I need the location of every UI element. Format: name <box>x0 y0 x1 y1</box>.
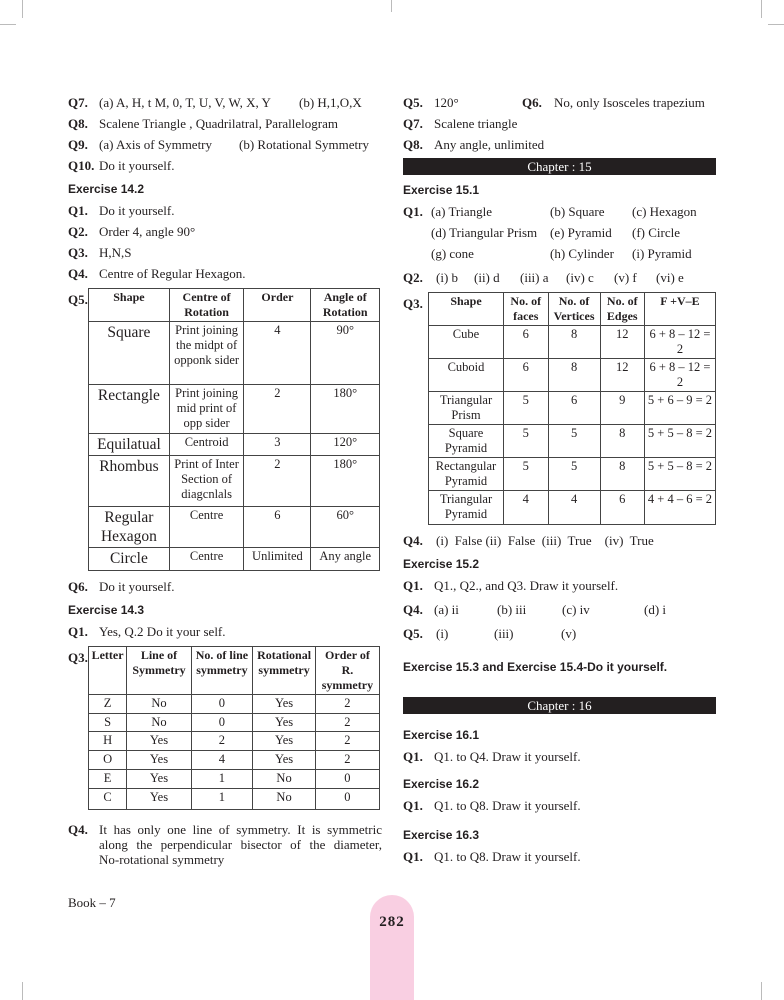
table-cell: E <box>88 770 126 789</box>
column-header: Angle of Rotation <box>311 289 380 322</box>
answer-q3 <box>403 292 716 525</box>
table-cell: Yes <box>253 751 316 770</box>
table-cell: 180° <box>311 456 380 507</box>
table-row <box>429 359 716 392</box>
table-row <box>88 770 379 789</box>
question-label: Q1. <box>403 849 423 864</box>
table-cell: Rectangle <box>89 385 170 434</box>
table-cell: 2 <box>191 732 252 751</box>
column-header: No. of Edges <box>600 293 644 326</box>
table-row <box>89 385 380 434</box>
answer-option: (g) cone <box>431 246 474 261</box>
page-number: 282 <box>379 914 405 930</box>
answer-text: Do it yourself. <box>99 203 175 218</box>
crop-mark <box>0 24 16 25</box>
column-header: No. of faces <box>503 293 548 326</box>
table-cell: 6 + 8 – 12 = 2 <box>644 326 715 359</box>
table-row <box>89 322 380 385</box>
right-column <box>403 95 716 870</box>
answer-text: Do it yourself. <box>99 158 175 173</box>
table-row <box>429 326 716 359</box>
question-label: Q3. <box>403 296 423 311</box>
answer-text: No, only Isosceles trapezium <box>554 95 705 110</box>
answer-q4 <box>403 533 716 549</box>
answer-option: (b) iii <box>497 602 527 617</box>
table-cell: Centroid <box>169 434 244 456</box>
answer-q9 <box>68 137 382 153</box>
rotation-table <box>88 288 380 571</box>
table-cell: 6 <box>600 491 644 525</box>
table-cell: No <box>127 714 191 732</box>
question-label: Q7. <box>403 116 423 131</box>
answer-q5-q6 <box>403 95 716 111</box>
crop-mark <box>391 0 392 12</box>
crop-mark <box>22 982 23 1000</box>
answer-q10 <box>68 158 382 174</box>
answer-q4 <box>403 602 716 618</box>
table-cell: Centre <box>169 548 244 571</box>
question-label: Q5. <box>68 292 88 307</box>
answer-q7 <box>403 116 716 132</box>
column-header: Rotational symmetry <box>253 647 316 695</box>
table-header-row <box>88 647 379 695</box>
answer-q1 <box>403 798 716 814</box>
crop-mark <box>768 24 784 25</box>
question-label: Q4. <box>68 266 88 281</box>
answer-line: It has only one line of symmetry. It is symmetric <box>99 822 382 837</box>
answer-q3 <box>68 646 382 810</box>
exercise-heading: Exercise 15.1 <box>403 183 480 197</box>
table-row <box>429 458 716 491</box>
table-cell: Triangular Prism <box>429 392 504 425</box>
answer-text: Scalene triangle <box>434 116 518 131</box>
answer-text: Q1. to Q4. Draw it yourself. <box>434 749 581 764</box>
table-row <box>88 789 379 810</box>
answer-part-a: (a) A, H, t M, 0, T, U, V, W, X, Y <box>99 95 271 110</box>
table-cell: 2 <box>244 385 311 434</box>
table-cell: Square Pyramid <box>429 425 504 458</box>
table-cell: No <box>253 770 316 789</box>
table-row <box>89 507 380 548</box>
answer-option: (d) Triangular Prism <box>431 225 538 240</box>
exercise-heading: Exercise 16.3 <box>403 828 480 842</box>
answer-q1 <box>403 578 716 594</box>
question-label: Q1. <box>403 798 423 813</box>
table-cell: No <box>253 789 316 810</box>
table-cell: 4 <box>503 491 548 525</box>
table-cell: 2 <box>244 456 311 507</box>
exercise-heading: Exercise 16.2 <box>403 777 480 791</box>
euler-formula-table <box>428 292 716 525</box>
column-header: Line of Symmetry <box>127 647 191 695</box>
answer-option: (v) <box>561 626 577 641</box>
answer-option: (h) Cylinder <box>550 246 614 261</box>
table-cell: 8 <box>548 359 600 392</box>
table-cell: Print joining the midpt of opponk sider <box>169 322 244 385</box>
chapter-banner: Chapter : 15 <box>403 158 716 175</box>
table-cell: 5 + 5 – 8 = 2 <box>644 425 715 458</box>
answer-text: Q1., Q2., and Q3. Draw it yourself. <box>434 578 619 593</box>
answer-text: Any angle, unlimited <box>434 137 545 152</box>
answer-q1 <box>68 624 382 640</box>
table-cell: Regular Hexagon <box>89 507 170 548</box>
crop-mark <box>761 982 762 1000</box>
table-cell: 180° <box>311 385 380 434</box>
answer-option: (c) iv <box>562 602 590 617</box>
table-row <box>88 751 379 770</box>
column-header: Shape <box>429 293 504 326</box>
table-cell: 5 <box>548 425 600 458</box>
table-cell: 5 + 5 – 8 = 2 <box>644 458 715 491</box>
table-cell: 6 <box>503 359 548 392</box>
table-cell: Cube <box>429 326 504 359</box>
question-label: Q4. <box>68 822 88 837</box>
table-cell: 4 <box>191 751 252 770</box>
question-label: Q6. <box>522 95 542 110</box>
book-label: Book – 7 <box>68 895 116 910</box>
table-cell: 2 <box>315 751 379 770</box>
table-cell: 8 <box>600 425 644 458</box>
table-cell: Cuboid <box>429 359 504 392</box>
answer-option: (f) Circle <box>632 225 681 240</box>
table-cell: Yes <box>127 770 191 789</box>
column-header: Letter <box>88 647 126 695</box>
question-label: Q5. <box>403 95 423 110</box>
answer-option: (v) f <box>614 270 637 285</box>
exercise-heading: Exercise 15.3 and Exercise 15.4-Do it yourself. <box>403 660 668 674</box>
answer-option: (iii) <box>494 626 514 641</box>
answer-text: Order 4, angle 90° <box>99 224 196 239</box>
table-cell: 8 <box>548 326 600 359</box>
answer-q2 <box>403 270 716 286</box>
table-cell: O <box>88 751 126 770</box>
question-label: Q1. <box>68 624 88 639</box>
table-cell: 5 <box>548 458 600 491</box>
table-cell: Yes <box>253 732 316 751</box>
answer-q1-cont <box>403 246 716 262</box>
table-cell: H <box>88 732 126 751</box>
question-label: Q1. <box>403 749 423 764</box>
table-row <box>88 714 379 732</box>
table-cell: 0 <box>191 714 252 732</box>
table-cell: Z <box>88 695 126 714</box>
table-row <box>429 392 716 425</box>
answer-option: (c) Hexagon <box>632 204 697 219</box>
answer-q5 <box>68 288 382 571</box>
table-cell: C <box>88 789 126 810</box>
table-cell: 120° <box>311 434 380 456</box>
answer-part-b: (b) H,1,O,X <box>299 95 362 110</box>
table-cell: S <box>88 714 126 732</box>
question-label: Q8. <box>403 137 423 152</box>
table-cell: 5 <box>503 425 548 458</box>
answer-text: H,N,S <box>99 245 132 260</box>
answer-q4 <box>68 266 382 282</box>
answer-q1 <box>68 203 382 219</box>
question-label: Q1. <box>403 578 423 593</box>
table-cell: Yes <box>253 714 316 732</box>
table-row <box>89 456 380 507</box>
table-cell: 12 <box>600 359 644 392</box>
table-cell: Yes <box>253 695 316 714</box>
question-label: Q6. <box>68 579 88 594</box>
column-header: No. of line symmetry <box>191 647 252 695</box>
answer-q8 <box>403 137 716 153</box>
answer-q5 <box>403 626 716 642</box>
table-cell: 0 <box>315 770 379 789</box>
answer-option: (i) <box>436 626 449 641</box>
table-cell: 6 + 8 – 12 = 2 <box>644 359 715 392</box>
answer-q1-cont <box>403 225 716 241</box>
table-cell: Square <box>89 322 170 385</box>
answer-q8 <box>68 116 382 132</box>
answer-q6 <box>68 579 382 595</box>
table-cell: 4 + 4 – 6 = 2 <box>644 491 715 525</box>
table-cell: 6 <box>548 392 600 425</box>
question-label: Q5. <box>403 626 423 641</box>
answer-text: (i) False (ii) False (iii) True (iv) True <box>436 533 654 548</box>
table-cell: 1 <box>191 770 252 789</box>
table-row <box>88 695 379 714</box>
answer-text: Yes, Q.2 Do it your self. <box>99 624 226 639</box>
table-cell: 9 <box>600 392 644 425</box>
answer-text: Scalene Triangle , Quadrilatral, Parallelogram <box>99 116 338 131</box>
answer-option: (e) Pyramid <box>550 225 612 240</box>
table-row <box>429 425 716 458</box>
table-cell: 5 <box>503 392 548 425</box>
table-cell: 90° <box>311 322 380 385</box>
table-cell: 5 + 6 – 9 = 2 <box>644 392 715 425</box>
answer-q1 <box>403 749 716 765</box>
table-cell: 4 <box>548 491 600 525</box>
answer-line: along the perpendicular bisector of the diameter, <box>99 837 382 852</box>
answer-text: Centre of Regular Hexagon. <box>99 266 246 281</box>
column-header: Order <box>244 289 311 322</box>
table-row <box>89 548 380 571</box>
answer-option: (a) ii <box>434 602 459 617</box>
left-column <box>68 95 382 911</box>
table-row <box>88 732 379 751</box>
answer-q7 <box>68 95 382 111</box>
table-cell: 2 <box>315 714 379 732</box>
exercise-heading: Exercise 15.2 <box>403 557 480 571</box>
question-label: Q1. <box>68 203 88 218</box>
column-header: F +V–E <box>644 293 715 326</box>
table-cell: 5 <box>503 458 548 491</box>
crop-mark <box>22 0 23 18</box>
table-cell: Equilatual <box>89 434 170 456</box>
table-cell: Unlimited <box>244 548 311 571</box>
table-cell: 0 <box>191 695 252 714</box>
table-header-row <box>429 293 716 326</box>
question-label: Q7. <box>68 95 88 110</box>
answer-q2 <box>68 224 382 240</box>
answer-option: (a) Triangle <box>431 204 493 219</box>
table-cell: Circle <box>89 548 170 571</box>
answer-part-b: (b) Rotational Symmetry <box>239 137 369 152</box>
question-label: Q10. <box>68 158 95 173</box>
table-cell: 3 <box>244 434 311 456</box>
table-cell: 12 <box>600 326 644 359</box>
table-cell: 1 <box>191 789 252 810</box>
answer-option: (i) b <box>436 270 459 285</box>
page-number-badge <box>370 895 414 1000</box>
question-label: Q1. <box>403 204 423 219</box>
table-cell: Yes <box>127 789 191 810</box>
table-cell: 2 <box>315 732 379 751</box>
answer-q1 <box>403 849 716 865</box>
answer-q4 <box>68 822 382 867</box>
column-header: Shape <box>89 289 170 322</box>
answer-option: (b) Square <box>550 204 605 219</box>
table-cell: 6 <box>503 326 548 359</box>
column-header: Order of R. symmetry <box>315 647 379 695</box>
answer-option: (d) i <box>644 602 667 617</box>
table-cell: Centre <box>169 507 244 548</box>
table-row <box>89 434 380 456</box>
table-cell: 8 <box>600 458 644 491</box>
chapter-banner: Chapter : 16 <box>403 697 716 714</box>
letter-symmetry-table <box>88 646 380 810</box>
question-label: Q2. <box>403 270 423 285</box>
table-cell: Triangular Pyramid <box>429 491 504 525</box>
column-header: No. of Vertices <box>548 293 600 326</box>
table-cell: Rhombus <box>89 456 170 507</box>
answer-option: (vi) e <box>656 270 684 285</box>
exercise-heading: Exercise 14.3 <box>68 603 145 617</box>
answer-q3 <box>68 245 382 261</box>
answer-text: Q1. to Q8. Draw it yourself. <box>434 849 581 864</box>
exercise-heading: Exercise 14.2 <box>68 182 145 196</box>
answer-text: 120° <box>434 95 459 110</box>
exercise-heading: Exercise 16.1 <box>403 728 480 742</box>
answer-option: (iii) a <box>520 270 549 285</box>
answer-text: Q1. to Q8. Draw it yourself. <box>434 798 581 813</box>
table-cell: 4 <box>244 322 311 385</box>
question-label: Q4. <box>403 602 423 617</box>
answer-part-a: (a) Axis of Symmetry <box>99 137 213 152</box>
answer-text: Do it yourself. <box>99 579 175 594</box>
table-cell: No <box>127 695 191 714</box>
table-cell: Print joining mid print of opp sider <box>169 385 244 434</box>
table-cell: 2 <box>315 695 379 714</box>
answer-line: No-rotational symmetry <box>99 852 225 867</box>
table-header-row <box>89 289 380 322</box>
question-label: Q2. <box>68 224 88 239</box>
table-cell: Yes <box>127 751 191 770</box>
table-cell: Any angle <box>311 548 380 571</box>
table-cell: Print of Inter Section of diagcnlals <box>169 456 244 507</box>
answer-q1 <box>403 204 716 220</box>
question-label: Q8. <box>68 116 88 131</box>
column-header: Centre of Rotation <box>169 289 244 322</box>
answer-option: (ii) d <box>474 270 500 285</box>
table-cell: 60° <box>311 507 380 548</box>
question-label: Q3. <box>68 245 88 260</box>
question-label: Q4. <box>403 533 423 548</box>
table-row <box>429 491 716 525</box>
answer-option: (i) Pyramid <box>632 246 692 261</box>
question-label: Q9. <box>68 137 88 152</box>
crop-mark <box>761 0 762 18</box>
table-cell: Yes <box>127 732 191 751</box>
table-cell: 0 <box>315 789 379 810</box>
table-cell: Rectangular Pyramid <box>429 458 504 491</box>
answer-option: (iv) c <box>566 270 594 285</box>
question-label: Q3. <box>68 650 88 665</box>
table-cell: 6 <box>244 507 311 548</box>
